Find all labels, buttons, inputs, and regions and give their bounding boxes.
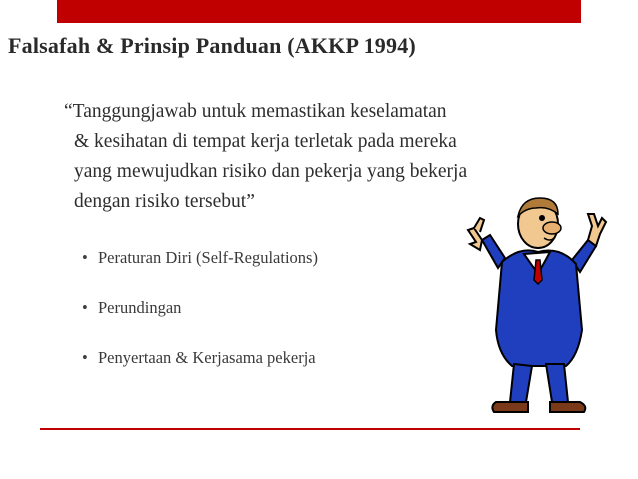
bullet-text: Peraturan Diri (Self-Regulations) [98,248,318,267]
cartoon-man-pointing-up-icon [460,180,610,425]
quote-line: & kesihatan di tempat kerja terletak pada mereka [74,131,457,152]
bullet-item [82,296,318,346]
top-accent-bar [57,0,581,23]
slide-title: Falsafah & Prinsip Panduan (AKKP 1994) [8,33,416,58]
quote-line: dengan risiko tersebut” [74,191,255,212]
bullet-list [82,246,318,396]
bottom-accent-rule [40,428,580,430]
bullet-dot-icon: • [82,348,88,367]
bullet-text: Penyertaan & Kerjasama pekerja [98,348,316,367]
bullet-dot-icon: • [82,248,88,267]
bullet-item [82,346,318,396]
quote-line: “Tanggungjawab untuk memastikan keselamatan [64,101,447,122]
bullet-item [82,246,318,296]
quote-line: yang mewujudkan risiko dan pekerja yang bekerja [74,161,468,182]
bullet-dot-icon: • [82,298,88,317]
bullet-text: Perundingan [98,298,182,317]
